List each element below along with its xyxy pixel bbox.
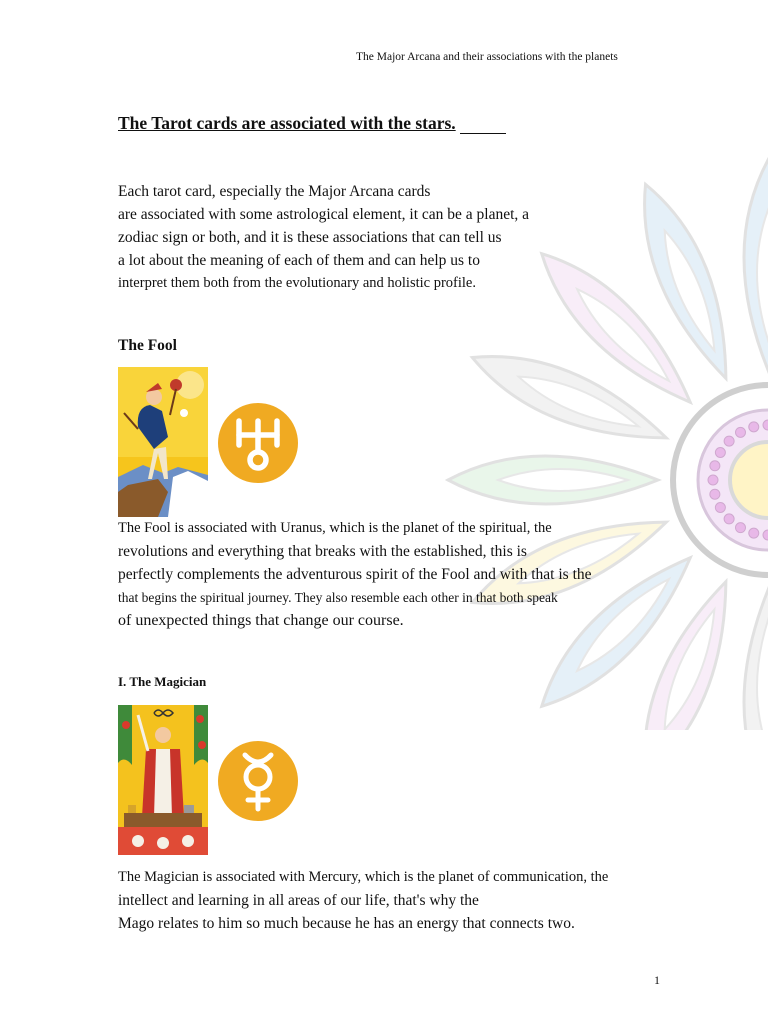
title-text: The Tarot cards are associated with the stars. <box>118 113 456 133</box>
tarot-card-the-magician-icon <box>118 705 208 855</box>
text-line: are associated with some astrological element, it can be a planet, a <box>118 206 530 223</box>
text-line: Each tarot card, especially the Major Arcana cards <box>118 183 431 200</box>
text-line: that begins the spiritual journey. They also resemble each other in that both speak <box>118 590 558 605</box>
text-line: interpret them both from the evolutionary and holistic profile. <box>118 275 476 291</box>
section-heading-fool: The Fool <box>118 337 177 354</box>
title-underline-pad <box>460 117 506 134</box>
magician-description <box>118 866 608 935</box>
uranus-symbol-icon <box>218 403 298 483</box>
section-heading-magician: I. The Magician <box>118 674 207 689</box>
intro-paragraph <box>118 180 529 295</box>
text-line: intellect and learning in all areas of our life, that's why the <box>118 892 479 909</box>
text-line: of unexpected things that change our course. <box>118 612 404 629</box>
running-header: The Major Arcana and their associations with the planets <box>356 51 618 63</box>
text-line: perfectly complements the adventurous spirit of the Fool and with that is the <box>118 566 592 583</box>
document-title <box>118 113 506 134</box>
tarot-card-the-fool-icon <box>118 367 208 517</box>
text-line: revolutions and everything that breaks with the established, this is <box>118 543 527 560</box>
text-line: The Fool is associated with Uranus, which is the planet of the spiritual, the <box>118 520 552 536</box>
text-line: a lot about the meaning of each of them and can help us to <box>118 252 480 269</box>
text-line: zodiac sign or both, and it is these associations that can tell us <box>118 229 502 246</box>
page-number: 1 <box>654 973 660 987</box>
fool-description <box>118 517 592 632</box>
text-line: Mago relates to him so much because he has an energy that connects two. <box>118 915 575 932</box>
text-line: The Magician is associated with Mercury, which is the planet of communication, the <box>118 869 609 885</box>
mercury-symbol-icon <box>218 741 298 821</box>
